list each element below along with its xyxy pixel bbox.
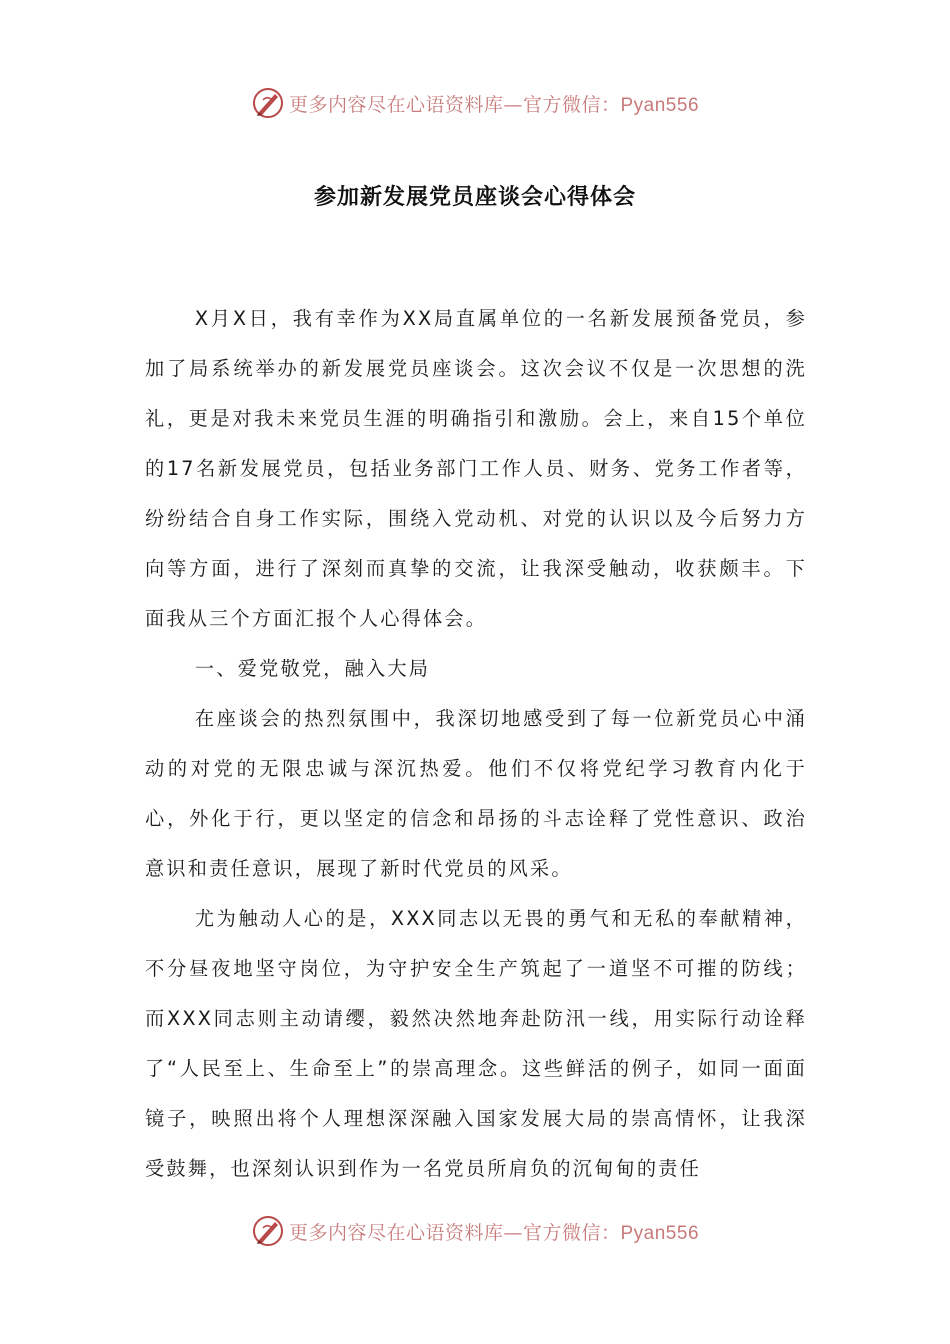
header-watermark (0, 83, 950, 123)
watermark-wechat-id: Pyan556 (620, 1222, 700, 1244)
watermark-wechat-id: Pyan556 (620, 94, 700, 116)
body-paragraph: 在座谈会的热烈氛围中，我深切地感受到了每一位新党员心中涌动的对党的无限忠诚与深沉热爱。他们不仅将党纪学习教育内化于心，外化于行，更以坚定的信念和昂扬的斗志诠释了党性意识、政治意识和责任意识，展现了新时代党员的风采。 (145, 707, 807, 880)
section-heading: 一、爱党敬党，融入大局 (194, 657, 431, 680)
watermark-text: 更多内容尽在心语资料库—官方微信：Pyan556 (288, 1221, 700, 1244)
body-paragraph: X月X日，我有幸作为XX局直属单位的一名新发展预备党员，参加了局系统举办的新发展党员座谈会。这次会议不仅是一次思想的洗礼，更是对我未来党员生涯的明确指引和激励。会上，来自15个单位的17名新发展党员，包括业务部门工作人员、财务、党务工作者等，纷纷结合自身工作实际，围绕入党动机、对党的认识以及今后努力方向等方面，进行了深刻而真挚的交流，让我深受触动，收获颇丰。下面我从三个方面汇报个人心得体会。 (145, 307, 807, 630)
pen-logo-icon (251, 86, 285, 120)
footer-watermark (0, 1211, 950, 1251)
watermark-text: 更多内容尽在心语资料库—官方微信：Pyan556 (288, 93, 700, 116)
document-body (145, 294, 807, 1194)
pen-logo-icon (251, 1214, 285, 1248)
document-title: 参加新发展党员座谈会心得体会 (313, 185, 636, 210)
body-paragraph: 尤为触动人心的是，XXX同志以无畏的勇气和无私的奉献精神，不分昼夜地坚守岗位，为守护安全生产筑起了一道坚不可摧的防线；而XXX同志则主动请缨，毅然决然地奔赴防汛一线，用实际行动诠释了“人民至上、生命至上”的崇高理念。这些鲜活的例子，如同一面面镜子，映照出将个人理想深深融入国家发展大局的崇高情怀，让我深受鼓舞，也深刻认识到作为一名党员所肩负的沉甸甸的责任 (145, 907, 807, 1180)
